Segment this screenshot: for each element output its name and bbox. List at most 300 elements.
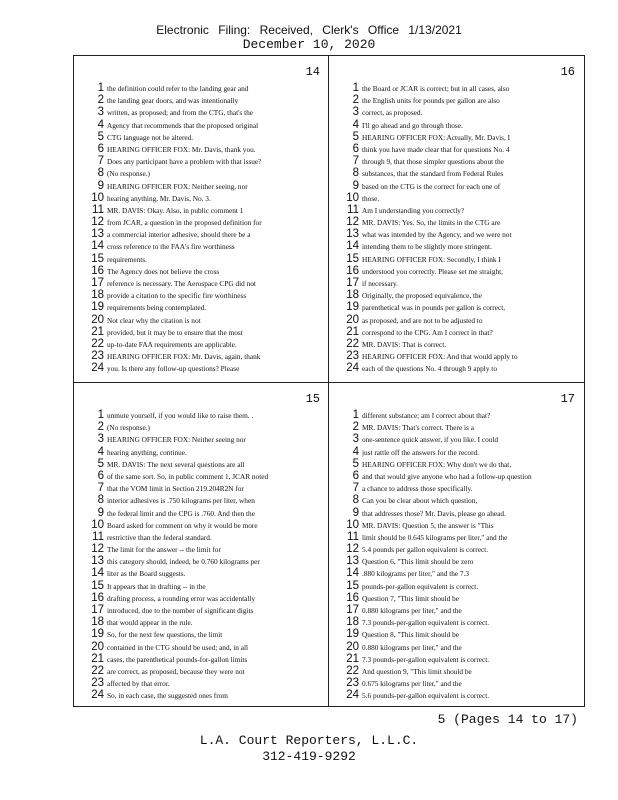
line-number: 3: [97, 106, 104, 119]
line-text: written, as proposed; and from the CTG, that's the: [107, 108, 254, 118]
line-text: MR. DAVIS: That's correct. There is a: [362, 423, 474, 433]
line-text: MR. DAVIS: That is correct.: [362, 339, 447, 349]
line-text: Not clear why the citation is not: [107, 315, 201, 325]
line-text: up-to-date FAA requirements are applicable.: [107, 339, 237, 349]
line-text: HEARING OFFICER FOX: Actually, Mr. Davis, I: [362, 132, 511, 142]
line-number: 5: [352, 457, 359, 470]
line-text: .880 kilograms per liter," and the 7.3: [362, 569, 470, 579]
line-text: Can you be clear about which question,: [362, 496, 478, 506]
transcript-line: [90, 119, 322, 131]
transcript-line: [90, 433, 322, 445]
line-number: 4: [97, 118, 104, 131]
line-number: 10: [91, 191, 104, 204]
line-text: a chance to address those specifically.: [362, 484, 473, 494]
page-number: 16: [560, 65, 575, 79]
line-text: 0.880 kilograms per liter," and the: [362, 606, 462, 615]
transcript-line: [90, 458, 322, 470]
line-number: 22: [91, 664, 104, 677]
transcript-line: [345, 131, 577, 143]
line-text: Question 6, "This limit should be zero: [362, 557, 474, 567]
line-number: 3: [97, 433, 104, 446]
line-number: 4: [97, 445, 104, 458]
filing-date: December 10, 2020: [242, 37, 376, 52]
line-number: 5: [352, 130, 359, 143]
line-text: the English units for pounds per gallon are also: [362, 96, 500, 106]
line-text: I'll go ahead and go through those.: [362, 120, 463, 130]
line-number: 14: [91, 567, 104, 580]
line-text: The limit for the answer -- the limit for: [107, 545, 221, 555]
line-number: 23: [91, 677, 104, 690]
transcript-line: [345, 143, 577, 155]
transcript-line: [345, 433, 577, 445]
line-text: from JCAR, a question in the proposed definition for: [107, 218, 262, 228]
line-number: 2: [352, 94, 359, 107]
transcript-frame: [73, 55, 585, 707]
transcript-line: [90, 301, 322, 313]
transcript-lines: [90, 409, 322, 702]
line-text: Originally, the proposed equivalence, the: [362, 291, 482, 301]
line-number: 24: [346, 362, 359, 375]
line-number: 22: [346, 337, 359, 350]
line-text: correspond to the CPG. Am I correct in that?: [362, 327, 493, 337]
line-number: 2: [97, 421, 104, 434]
transcript-line: [90, 470, 322, 482]
transcript-line: [90, 653, 322, 665]
transcript-line: [90, 689, 322, 701]
line-text: hearing anything, Mr. Davis, No. 3.: [107, 193, 211, 203]
line-text: Question 8, "This limit should be: [362, 630, 460, 640]
line-number: 7: [352, 155, 359, 168]
line-text: drafting process, a rounding error was accidentally: [107, 593, 256, 603]
line-number: 15: [91, 252, 104, 265]
line-text: if necessary.: [362, 279, 398, 288]
line-text: think you have made clear that for questions No. 4: [362, 144, 510, 154]
transcript-line: [345, 289, 577, 301]
line-number: 20: [91, 313, 104, 326]
line-text: contained in the CTG should be used; and, in all: [107, 642, 249, 652]
line-number: 1: [97, 82, 104, 94]
transcript-line: [90, 228, 322, 240]
line-number: 13: [91, 228, 104, 241]
line-number: 17: [91, 277, 104, 289]
line-number: 20: [346, 640, 359, 653]
transcript-line: [90, 555, 322, 567]
line-text: through 9, that those simpler questions about the: [362, 157, 504, 167]
line-number: 23: [91, 350, 104, 363]
line-text: 5.6 pounds-per-gallon equivalent is correct.: [362, 691, 490, 701]
line-number: 23: [346, 677, 359, 690]
page-number: 15: [305, 392, 320, 406]
line-number: 8: [352, 494, 359, 507]
line-text: that addresses those? Mr. Davis, please go ahead.: [362, 508, 506, 518]
line-text: And question 9, "This limit should be: [362, 666, 472, 676]
line-text: based on the CTG is the correct for each one of: [362, 181, 501, 191]
transcript-line: [90, 338, 322, 350]
line-number: 24: [91, 362, 104, 375]
line-text: the federal limit and the CPG is .760. And then the: [107, 508, 255, 518]
line-text: MR. DAVIS: Question 5, the answer is "This: [362, 520, 494, 530]
line-number: 13: [346, 555, 359, 568]
line-text: 0.675 kilograms per liter," and the: [362, 679, 462, 689]
line-number: 15: [346, 252, 359, 265]
transcript-lines: [345, 82, 577, 375]
line-number: 10: [346, 518, 359, 531]
line-text: Does any participant have a problem with that issue?: [107, 157, 262, 167]
line-number: 11: [347, 530, 359, 543]
line-text: a commercial interior adhesive, should there be a: [107, 230, 251, 240]
line-number: 9: [97, 179, 104, 192]
line-number: 8: [97, 167, 104, 180]
line-number: 3: [352, 433, 359, 446]
line-text: reference is necessary. The Aerospace CPG did not: [107, 279, 256, 288]
line-text: those.: [362, 193, 380, 203]
transcript-line: [90, 277, 322, 289]
line-text: Agency that recommends that the proposed original: [107, 120, 259, 130]
line-number: 2: [97, 94, 104, 107]
line-number: 1: [97, 409, 104, 421]
row-divider: [74, 382, 584, 383]
transcript-line: [345, 180, 577, 192]
transcript-line: [90, 665, 322, 677]
line-text: limit should be 0.645 kilograms per liter," and the: [362, 532, 508, 542]
transcript-line: [90, 482, 322, 494]
line-number: 14: [346, 567, 359, 580]
transcript-line: [345, 350, 577, 362]
transcript-page-14: [76, 58, 326, 378]
line-text: the definition could refer to the landing gear and: [107, 84, 249, 93]
line-number: 12: [346, 216, 359, 229]
transcript-line: [345, 543, 577, 555]
line-number: 12: [91, 216, 104, 229]
line-number: 9: [352, 179, 359, 192]
line-text: requirements.: [107, 254, 147, 264]
line-number: 24: [91, 689, 104, 702]
transcript-line: [90, 131, 322, 143]
line-text: substances, that the standard from Federal Rules: [362, 169, 504, 179]
line-text: cross reference to the FAA's fire worthiness: [107, 242, 235, 252]
line-number: 6: [97, 469, 104, 482]
transcript-line: [345, 265, 577, 277]
transcript-line: [90, 446, 322, 458]
transcript-line: [345, 458, 577, 470]
line-text: The Agency does not believe the cross: [107, 266, 220, 276]
line-number: 16: [346, 591, 359, 604]
line-number: 19: [91, 301, 104, 314]
transcript-line: [345, 628, 577, 640]
line-text: understood you correctly. Please set me straight,: [362, 266, 503, 276]
line-number: 22: [346, 664, 359, 677]
transcript-line: [90, 507, 322, 519]
transcript-line: [345, 689, 577, 701]
line-number: 6: [97, 142, 104, 155]
line-number: 16: [346, 264, 359, 277]
line-number: 11: [347, 203, 359, 216]
line-text: of the same sort. So, in public comment 1, JCAR noted: [107, 471, 269, 481]
line-text: HEARING OFFICER FOX: And that would apply to: [362, 352, 518, 362]
line-text: requirements being contemplated.: [107, 303, 207, 313]
line-number: 17: [346, 604, 359, 616]
line-text: correct, as proposed.: [362, 108, 423, 118]
transcript-line: [345, 531, 577, 543]
transcript-line: [345, 665, 577, 677]
line-number: 14: [346, 240, 359, 253]
line-number: 16: [91, 591, 104, 604]
line-number: 3: [352, 106, 359, 119]
transcript-line: [90, 531, 322, 543]
line-text: hearing anything, continue.: [107, 447, 187, 457]
transcript-line: [345, 228, 577, 240]
transcript-line: [345, 482, 577, 494]
transcript-line: [345, 106, 577, 118]
transcript-line: [345, 362, 577, 374]
transcript-line: [345, 604, 577, 616]
transcript-line: [90, 616, 322, 628]
transcript-page-16: [331, 58, 581, 378]
transcript-line: [90, 82, 322, 94]
line-text: MR. DAVIS: The next several questions are all: [107, 459, 245, 469]
line-number: 15: [346, 579, 359, 592]
line-number: 21: [346, 652, 359, 665]
line-number: 1: [352, 82, 359, 94]
line-number: 9: [352, 506, 359, 519]
transcript-line: [90, 180, 322, 192]
line-text: just rattle off the answers for the record.: [362, 447, 479, 457]
transcript-page-17: [331, 385, 581, 705]
line-number: 8: [352, 167, 359, 180]
transcript-line: [345, 314, 577, 326]
transcript-line: [90, 519, 322, 531]
line-number: 19: [346, 628, 359, 641]
transcript-line: [345, 82, 577, 94]
line-number: 13: [346, 228, 359, 241]
line-text: HEARING OFFICER FOX: Neither seeing nor: [107, 435, 246, 445]
transcript-line: [90, 106, 322, 118]
line-text: HEARING OFFICER FOX: Neither seeing, nor: [107, 181, 248, 191]
line-number: 11: [92, 530, 104, 543]
line-number: 7: [97, 482, 104, 495]
line-number: 12: [346, 543, 359, 556]
transcript-lines: [90, 82, 322, 375]
line-text: each of the questions No. 4 through 9 apply to: [362, 364, 497, 374]
line-text: MR. DAVIS: Okay. Also, in public comment 1: [107, 205, 244, 215]
line-number: 19: [91, 628, 104, 641]
line-number: 13: [91, 555, 104, 568]
line-number: 5: [97, 130, 104, 143]
line-text: and that would give anyone who had a follow-up question: [362, 471, 532, 481]
transcript-line: [345, 641, 577, 653]
line-text: Am I understanding you correctly?: [362, 205, 465, 215]
transcript-line: [345, 446, 577, 458]
transcript-line: [90, 567, 322, 579]
line-text: that the VOM limit in Section 219.204R2N for: [107, 484, 244, 494]
transcript-line: [90, 641, 322, 653]
line-number: 6: [352, 469, 359, 482]
transcript-line: [345, 155, 577, 167]
line-number: 4: [352, 118, 359, 131]
transcript-line: [90, 240, 322, 252]
transcript-line: [90, 604, 322, 616]
line-text: that would appear in the rule.: [107, 618, 193, 628]
line-number: 24: [346, 689, 359, 702]
transcript-line: [345, 326, 577, 338]
line-number: 8: [97, 494, 104, 507]
transcript-line: [345, 677, 577, 689]
line-number: 17: [91, 604, 104, 616]
transcript-line: [90, 314, 322, 326]
line-text: are correct, as proposed, because they were not: [107, 666, 245, 676]
line-number: 2: [352, 421, 359, 434]
transcript-line: [345, 616, 577, 628]
line-text: the Board or JCAR is correct; but in all cases, also: [362, 84, 510, 93]
line-number: 4: [352, 445, 359, 458]
transcript-line: [90, 628, 322, 640]
transcript-line: [345, 167, 577, 179]
transcript-line: [345, 567, 577, 579]
transcript-line: [345, 421, 577, 433]
line-text: the landing gear doors, and was intentionally: [107, 96, 239, 106]
line-text: (No response.): [107, 169, 150, 179]
transcript-line: [345, 494, 577, 506]
transcript-line: [345, 216, 577, 228]
line-number: 20: [346, 313, 359, 326]
line-text: as proposed, and are not to be adjusted to: [362, 315, 483, 325]
transcript-line: [345, 119, 577, 131]
line-text: HEARING OFFICER FOX: Mr. Davis, thank you.: [107, 144, 256, 154]
line-number: 23: [346, 350, 359, 363]
line-number: 21: [346, 325, 359, 338]
line-text: It appears that in drafting -- in the: [107, 581, 206, 591]
line-text: parenthetical was in pounds per gallon is correct,: [362, 303, 506, 313]
page-number: 17: [560, 392, 575, 406]
line-text: 0.880 kilograms per liter," and the: [362, 642, 462, 652]
line-text: affected by that error.: [107, 679, 170, 689]
transcript-line: [90, 265, 322, 277]
transcript-line: [345, 580, 577, 592]
transcript-line: [345, 519, 577, 531]
transcript-line: [345, 277, 577, 289]
line-number: 16: [91, 264, 104, 277]
transcript-line: [345, 192, 577, 204]
transcript-page-15: [76, 385, 326, 705]
line-text: (No response.): [107, 423, 150, 433]
line-text: different substance; am I correct about that?: [362, 411, 491, 420]
line-text: HEARING OFFICER FOX: Secondly, I think I: [362, 254, 501, 264]
line-text: 7.3 pounds-per-gallon equivalent is correct.: [362, 654, 490, 664]
line-number: 14: [91, 240, 104, 253]
transcript-line: [345, 653, 577, 665]
transcript-line: [90, 494, 322, 506]
line-number: 21: [91, 652, 104, 665]
transcript-line: [90, 421, 322, 433]
transcript-line: [345, 301, 577, 313]
line-text: cases, the parenthetical pounds-for-gallon limits: [107, 654, 248, 664]
transcript-line: [345, 555, 577, 567]
transcript-line: [90, 253, 322, 265]
transcript-line: [345, 470, 577, 482]
line-text: So, in each case, the suggested ones from: [107, 691, 228, 701]
court-reporter-name: L.A. Court Reporters, L.L.C.: [199, 733, 419, 748]
line-number: 18: [91, 289, 104, 302]
line-number: 6: [352, 142, 359, 155]
line-text: intending them to be slightly more stringent.: [362, 242, 492, 252]
line-text: Board asked for comment on why it would be more: [107, 520, 258, 530]
line-text: pounds-per-gallon equivalent is correct.: [362, 581, 479, 591]
line-number: 18: [346, 289, 359, 302]
transcript-line: [90, 143, 322, 155]
transcript-line: [90, 94, 322, 106]
line-text: So, for the next few questions, the limit: [107, 630, 223, 640]
line-text: interior adhesives is .750 kilograms per liter, when: [107, 496, 255, 506]
line-text: what was intended by the Agency, and we were not: [362, 230, 512, 240]
line-number: 12: [91, 543, 104, 556]
line-number: 21: [91, 325, 104, 338]
transcript-line: [345, 409, 577, 421]
filing-header: Electronic Filing: Received, Clerk's Office 1/13/2021: [156, 23, 462, 37]
transcript-line: [90, 362, 322, 374]
line-number: 19: [346, 301, 359, 314]
transcript-line: [345, 204, 577, 216]
line-number: 1: [352, 409, 359, 421]
transcript-line: [90, 677, 322, 689]
transcript-line: [345, 592, 577, 604]
transcript-line: [90, 543, 322, 555]
transcript-line: [90, 580, 322, 592]
transcript-line: [90, 155, 322, 167]
line-number: 20: [91, 640, 104, 653]
transcript-line: [90, 167, 322, 179]
line-text: you. Is there any follow-up questions? Please: [107, 364, 240, 374]
line-number: 15: [91, 579, 104, 592]
transcript-line: [90, 289, 322, 301]
transcript-line: [90, 409, 322, 421]
line-text: HEARING OFFICER FOX: Why don't we do that,: [362, 459, 512, 469]
line-text: introduced, due to the number of significant digits: [107, 606, 254, 615]
line-number: 5: [97, 457, 104, 470]
transcript-lines: [345, 409, 577, 702]
transcript-line: [90, 326, 322, 338]
transcript-line: [345, 338, 577, 350]
line-text: one-sentence quick answer, if you like. I could: [362, 435, 499, 445]
court-reporter-phone: 312-419-9292: [262, 749, 356, 764]
column-divider: [328, 56, 329, 706]
transcript-line: [345, 507, 577, 519]
line-text: MR. DAVIS: Yes. So, the limits in the CTG are: [362, 218, 501, 228]
line-text: Question 7, "This limit should be: [362, 593, 460, 603]
line-text: 7.3 pounds-per-gallon equivalent is correct.: [362, 618, 490, 628]
line-number: 7: [97, 155, 104, 168]
line-text: 5.4 pounds per gallon equivalent is correct.: [362, 545, 489, 555]
line-number: 10: [346, 191, 359, 204]
transcript-line: [90, 216, 322, 228]
line-text: restrictive than the federal standard.: [107, 532, 212, 542]
line-number: 7: [352, 482, 359, 495]
line-text: unmute yourself, if you would like to raise them. .: [107, 411, 254, 420]
line-text: provided, but it may be to ensure that the most: [107, 327, 243, 337]
transcript-line: [90, 592, 322, 604]
transcript-line: [345, 94, 577, 106]
page-range: 5 (Pages 14 to 17): [437, 712, 578, 727]
line-text: liter as the Board suggests.: [107, 569, 186, 579]
line-text: HEARING OFFICER FOX: Mr. Davis, again, thank: [107, 352, 261, 362]
line-number: 9: [97, 506, 104, 519]
line-number: 18: [91, 616, 104, 629]
line-number: 18: [346, 616, 359, 629]
line-text: this category should, indeed, be 0.760 kilograms per: [107, 557, 260, 567]
page-number: 14: [305, 65, 320, 79]
line-text: provide a citation to the specific fire worthiness: [107, 291, 247, 301]
transcript-line: [345, 253, 577, 265]
line-number: 11: [92, 203, 104, 216]
